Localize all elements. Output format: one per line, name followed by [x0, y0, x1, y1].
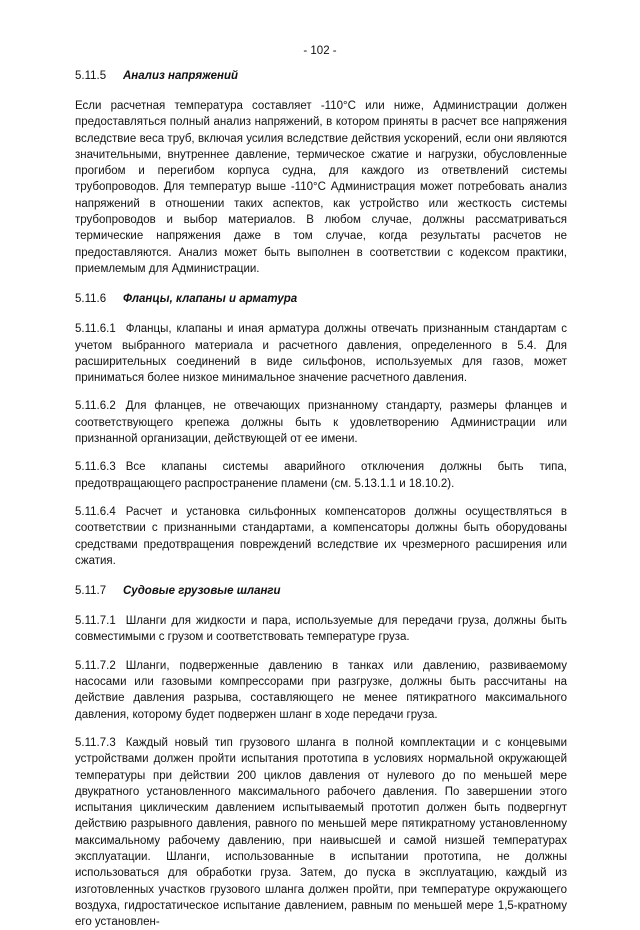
paragraph-5-11-6-4 [75, 504, 567, 569]
paragraph-5-11-7-3 [75, 735, 567, 930]
section-heading-5-11-7 [75, 583, 567, 599]
paragraph-5-11-7-2 [75, 658, 567, 723]
section-title: Анализ напряжений [123, 70, 239, 82]
paragraph-text: Фланцы, клапаны и иная арматура должны отвечать признанным стандартам с учетом выбранного материала и расчетного давления, определенного в 5.4. Для расширительных соединений в виде сильфонов, используемых для газов, может приниматься более низкое минимальное значение расчетного давления. [75, 323, 567, 385]
page-content [75, 68, 567, 930]
section-title: Судовые грузовые шланги [123, 585, 281, 598]
section-number: 5.11.7 [75, 585, 107, 598]
paragraph-text: Все клапаны системы аварийного отключения должны быть типа, предотвращающего распространение пламени (см. 5.13.1.1 и 18.10.2). [75, 461, 567, 490]
paragraph-5-11-6-2 [75, 398, 567, 447]
paragraph-number: 5.11.6.2 [75, 400, 116, 413]
paragraph-number: 5.11.7.3 [75, 736, 116, 749]
paragraph-number: 5.11.6.3 [75, 461, 116, 474]
paragraph-5-11-6-1 [75, 321, 567, 386]
section-number: 5.11.6 [75, 293, 107, 306]
paragraph-number: 5.11.6.4 [75, 505, 116, 518]
section-heading-5-11-6 [75, 291, 567, 307]
paragraph-text: Шланги, подверженные давлению в танках или давлению, развиваемому насосами или газовыми компрессорами при разгрузке, должны быть рассчитаны на действие давления разрыва, составляющего не менее пятикратного максимального давления, которому будет подвержен шланг в ходе передачи груза. [75, 659, 567, 721]
paragraph-5-11-6-3 [75, 459, 567, 492]
section-title: Фланцы, клапаны и арматура [123, 293, 298, 306]
section-number: 5.11.5 [75, 70, 107, 82]
paragraph-5-11-5: Если расчетная температура составляет -110°С или ниже, Администрации должен предоставляться полный анализ напряжений, в котором приняты в расчет все напряжения вследствие веса труб, включая усилия вследствие действия ускорений, если они являются значительными, внутреннее давление, термическое сжатие и нагрузки, обусловленные прогибом и перегибом корпуса судна, для каждого из ответвлений системы трубопроводов. Для температур выше -110°С Администрация может потребовать анализ напряжений в отношении таких аспектов, как устройство или жесткость системы трубопроводов и выбор материалов. В любом случае, должны рассматриваться термические напряжения даже в том случае, когда результаты расчетов не предоставляются. Анализ может быть выполнен в соответствии с кодексом практики, приемлемым для Администрации. [75, 100, 567, 275]
paragraph-text: Для фланцев, не отвечающих признанному стандарту, размеры фланцев и соответствующего крепежа должны быть к удовлетворению Администрации или признанной организации, действующей от ее имени. [75, 400, 567, 446]
paragraph-5-11-7-1 [75, 613, 567, 646]
paragraph-text: Расчет и установка сильфонных компенсаторов должны осуществляться в соответствии с признанными стандартами, а компенсаторы должны быть оборудованы средствами предотвращения повреждений вследствие их чрезмерного расширения или сжатия. [75, 505, 567, 567]
paragraph-number: 5.11.7.2 [75, 659, 116, 672]
paragraph-number: 5.11.6.1 [75, 323, 116, 336]
paragraph-number: 5.11.7.1 [75, 615, 116, 628]
page-number: - 102 - [303, 45, 337, 57]
paragraph-text: Каждый новый тип грузового шланга в полной комплектации и с концевыми устройствами должен пройти испытания прототипа в условиях нормальной окружающей температуры при действии 200 циклов давления от нулевого до по меньшей мере двукратного установленного максимального рабочего давления. По завершении этого испытания циклическим давлением испытываемый прототип должен быть подвергнут действию разрывного давления, равного по меньшей мере пятикратному установленному максимальному рабочему давлению, при наивысшей и самой низшей температурах эксплуатации. Шланги, использованные в испытании прототипа, не должны использоваться для обработки груза. Затем, до пуска в эксплуатацию, каждый из изготовленных участков грузового шланга должен пройти, при температуре окружающего воздуха, гидростатическое испытание давлением, равным по меньшей мере 1,5-кратному его установлен- [75, 736, 567, 929]
section-heading-5-11-5 [75, 68, 567, 84]
paragraph-text: Шланги для жидкости и пара, используемые для передачи груза, должны быть совместимыми с грузом и соответствовать температуре груза. [75, 615, 567, 644]
